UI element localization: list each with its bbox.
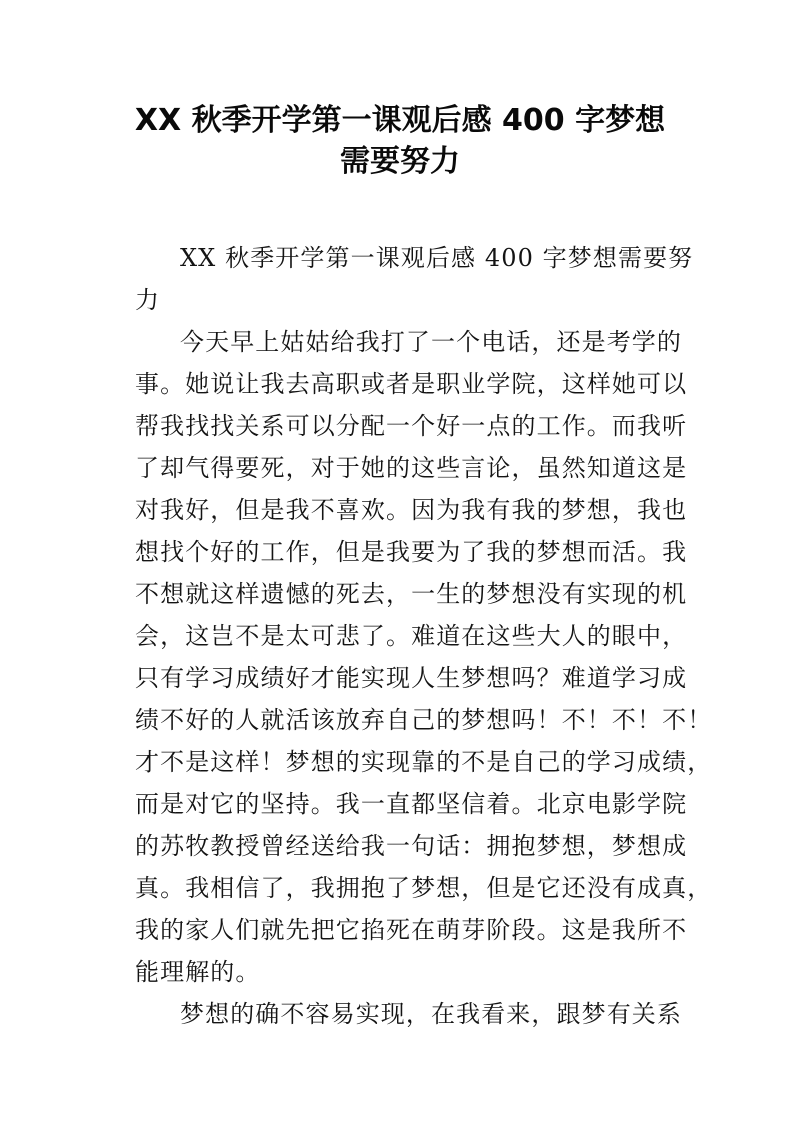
body-line: 梦想的确不容易实现，在我看来，跟梦有关系	[180, 1000, 682, 1028]
body-line: 今天早上姑姑给我打了一个电话，还是考学的	[180, 328, 682, 356]
body-line: XX 秋季开学第一课观后感 400 字梦想需要努	[180, 244, 694, 272]
body-line: 了却气得要死，对于她的这些言论，虽然知道这是	[135, 454, 688, 482]
body-line: 帮我找找关系可以分配一个好一点的工作。而我听	[135, 412, 688, 440]
body-line: 不想就这样遗憾的死去，一生的梦想没有实现的机	[135, 580, 688, 608]
document-title-line-1: XX 秋季开学第一课观后感 400 字梦想	[134, 103, 666, 138]
body-line: 力	[135, 286, 161, 314]
body-line: 想找个好的工作，但是我要为了我的梦想而活。我	[135, 538, 688, 566]
body-line: 对我好，但是我不喜欢。因为我有我的梦想，我也	[135, 496, 688, 524]
body-line: 能理解的。	[135, 958, 261, 986]
body-line: 我的家人们就先把它掐死在萌芽阶段。这是我所不	[135, 916, 688, 944]
body-line: 真。我相信了，我拥抱了梦想，但是它还没有成真，	[135, 874, 713, 902]
document-title-line-2: 需要努力	[340, 144, 460, 179]
body-line: 会，这岂不是太可悲了。难道在这些大人的眼中，	[135, 622, 688, 650]
body-line: 而是对它的坚持。我一直都坚信着。北京电影学院	[135, 790, 688, 818]
body-line: 才不是这样！梦想的实现靠的不是自己的学习成绩，	[135, 748, 713, 776]
body-line: 只有学习成绩好才能实现人生梦想吗？难道学习成	[135, 664, 688, 692]
body-line: 事。她说让我去高职或者是职业学院，这样她可以	[135, 370, 688, 398]
body-line: 绩不好的人就活该放弃自己的梦想吗！不！不！不！	[135, 706, 713, 734]
body-line: 的苏牧教授曾经送给我一句话：拥抱梦想，梦想成	[135, 832, 688, 860]
